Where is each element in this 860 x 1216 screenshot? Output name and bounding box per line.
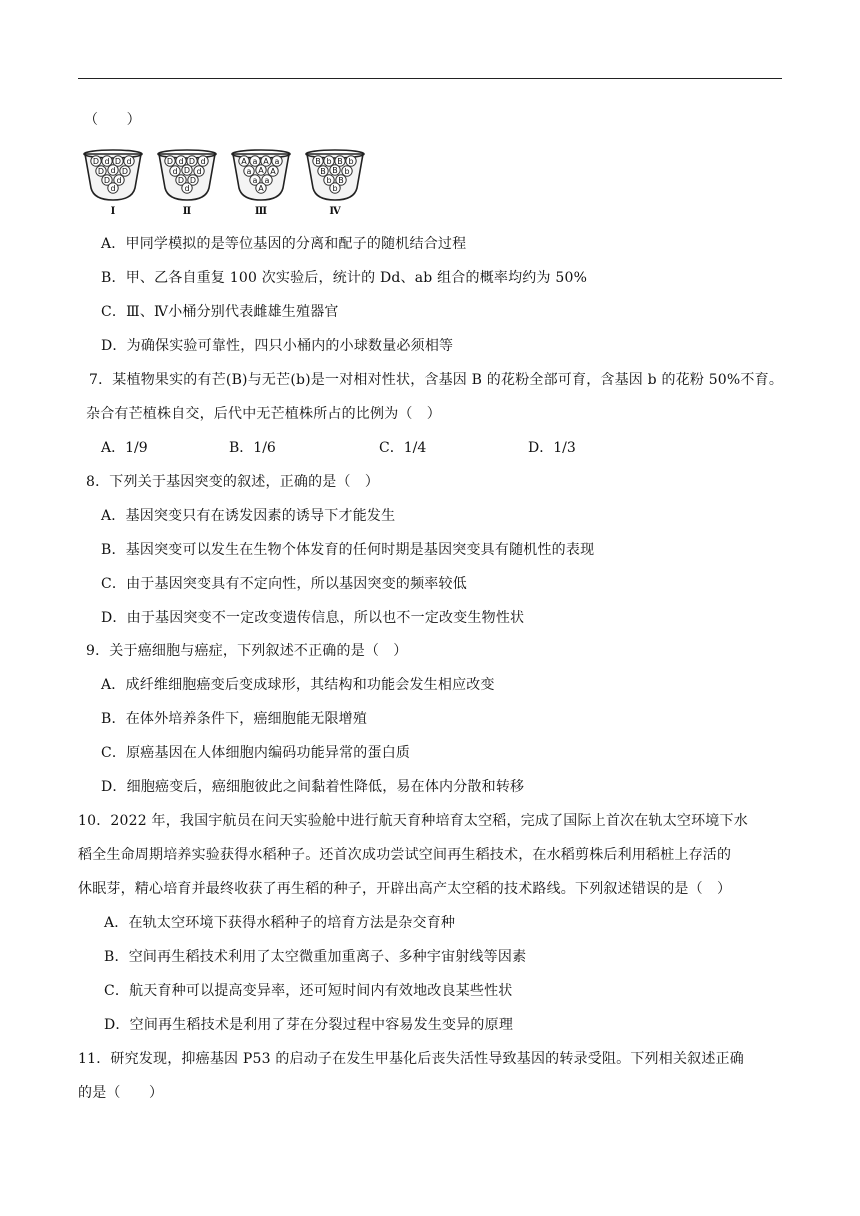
ball-label: B — [338, 176, 344, 185]
ball-label: d — [196, 167, 202, 176]
ball-label: B — [320, 167, 326, 176]
ball-label: D — [103, 176, 111, 185]
ball-label: d — [126, 157, 132, 166]
ball-label: B — [337, 157, 343, 166]
bucket-3 — [232, 150, 290, 217]
q10-stem-line1: 10．2022 年，我国宇航员在问天实验舱中进行航天育种培育太空稻，完成了国际上首次在轨太空环境下水 — [78, 813, 748, 829]
bucket-figure-svg — [82, 148, 372, 220]
ball-label: A — [263, 157, 269, 166]
ball-label: D — [188, 157, 196, 166]
q7-option-a: A．1/9 — [101, 440, 148, 456]
q8-option-d: D．由于基因突变不一定改变遗传信息，所以也不一定改变生物性状 — [101, 610, 525, 626]
ball-label: a — [246, 167, 252, 176]
q6-option-c: C．Ⅲ、Ⅳ小桶分别代表雌雄生殖器官 — [101, 304, 339, 320]
q9-option-d: D．细胞癌变后，癌细胞彼此之间黏着性降低，易在体内分散和转移 — [101, 779, 525, 795]
bucket-4 — [306, 150, 364, 217]
header-rule — [78, 78, 782, 79]
ball-label: D — [183, 166, 191, 175]
q6-answer-bracket: （ ） — [84, 112, 141, 128]
q9-option-a: A．成纤维细胞癌变后变成球形，其结构和功能会发生相应改变 — [101, 677, 495, 693]
q10-stem-line3: 休眠芽，精心培育并最终收获了再生稻的种子，开辟出高产太空稻的技术路线。下列叙述错误的是（ ） — [78, 881, 732, 897]
ball-label: D — [121, 167, 129, 176]
q7-stem-line2: 杂合有芒植株自交，后代中无芒植株所占的比例为（ ） — [86, 406, 441, 422]
ball-label: a — [252, 157, 258, 166]
q6-option-b: B．甲、乙各自重复 100 次实验后，统计的 Dd、ab 组合的概率均约为 50% — [101, 270, 588, 286]
ball-label: b — [348, 157, 354, 166]
ball-label: a — [252, 176, 258, 185]
ball-label: b — [344, 167, 350, 176]
ball-label: B — [315, 157, 321, 166]
q8-option-c: C．由于基因突变具有不定向性，所以基因突变的频率较低 — [101, 576, 467, 592]
q10-option-a: A．在轨太空环境下获得水稻种子的培育方法是杂交育种 — [104, 915, 456, 931]
q10-option-b: B．空间再生稻技术利用了太空微重加重离子、多种宇宙射线等因素 — [104, 949, 527, 965]
ball-label: A — [258, 184, 264, 193]
bucket-2 — [158, 150, 216, 217]
bucket-label: Ⅰ — [110, 206, 116, 217]
q10-option-d: D．空间再生稻技术是利用了芽在分裂过程中容易发生变异的原理 — [104, 1017, 514, 1033]
q8-option-a: A．基因突变只有在诱发因素的诱导下才能发生 — [101, 508, 396, 524]
q9-option-c: C．原癌基因在人体细胞内编码功能异常的蛋白质 — [101, 745, 411, 761]
bucket-1 — [84, 150, 142, 217]
ball-label: D — [189, 176, 197, 185]
ball-label: d — [116, 176, 122, 185]
q7-option-d: D．1/3 — [528, 440, 576, 456]
q8-stem: 8．下列关于基因突变的叙述，正确的是（ ） — [86, 474, 380, 490]
q10-option-c: C．航天育种可以提高变异率，还可短时间内有效地改良某些性状 — [104, 983, 513, 999]
ball-label: d — [178, 157, 184, 166]
bucket-label: Ⅱ — [182, 206, 192, 217]
ball-label: A — [258, 166, 264, 175]
ball-label: B — [332, 166, 338, 175]
q11-stem-line1: 11．研究发现，抑癌基因 P53 的启动子在发生甲基化后丧失活性导致基因的转录受阻。下列相关叙述正确 — [78, 1051, 744, 1067]
q6-option-a: A．甲同学模拟的是等位基因的分离和配子的随机结合过程 — [101, 236, 467, 252]
ball-label: d — [110, 184, 116, 193]
ball-label: d — [200, 157, 206, 166]
ball-label: D — [114, 157, 122, 166]
ball-label: D — [177, 176, 185, 185]
ball-label: b — [332, 184, 338, 193]
ball-label: b — [326, 157, 332, 166]
ball-label: a — [264, 176, 270, 185]
q10-stem-line2: 稻全生命周期培养实验获得水稻种子。还首次成功尝试空间再生稻技术，在水稻剪株后利用稻桩上存活的 — [78, 847, 732, 863]
ball-label: A — [241, 157, 247, 166]
ball-label: d — [172, 167, 178, 176]
q9-option-b: B．在体外培养条件下，癌细胞能无限增殖 — [101, 711, 368, 727]
q7-option-c: C．1/4 — [379, 440, 427, 456]
ball-label: A — [270, 167, 276, 176]
q11-stem-line2: 的是（ ） — [78, 1085, 164, 1101]
ball-label: d — [110, 166, 116, 175]
bucket-label: Ⅲ — [254, 206, 268, 217]
bucket-figure — [82, 148, 372, 220]
q8-option-b: B．基因突变可以发生在生物个体发育的任何时期是基因突变具有随机性的表现 — [101, 542, 595, 558]
bucket-label: Ⅳ — [329, 206, 341, 217]
ball-label: a — [274, 157, 280, 166]
q7-option-b: B．1/6 — [229, 440, 276, 456]
q7-stem-line1: 7．某植物果实的有芒(B)与无芒(b)是一对相对性状，含基因 B 的花粉全部可育，含基因 b 的花粉 50%不育。 — [89, 372, 784, 388]
ball-label: d — [184, 184, 190, 193]
q9-stem: 9．关于癌细胞与癌症，下列叙述不正确的是（ ） — [86, 643, 408, 659]
ball-label: d — [104, 157, 110, 166]
ball-label: D — [97, 167, 105, 176]
q6-option-d: D．为确保实验可靠性，四只小桶内的小球数量必须相等 — [101, 338, 454, 354]
ball-label: D — [166, 157, 174, 166]
ball-label: b — [326, 176, 332, 185]
ball-label: D — [92, 157, 100, 166]
